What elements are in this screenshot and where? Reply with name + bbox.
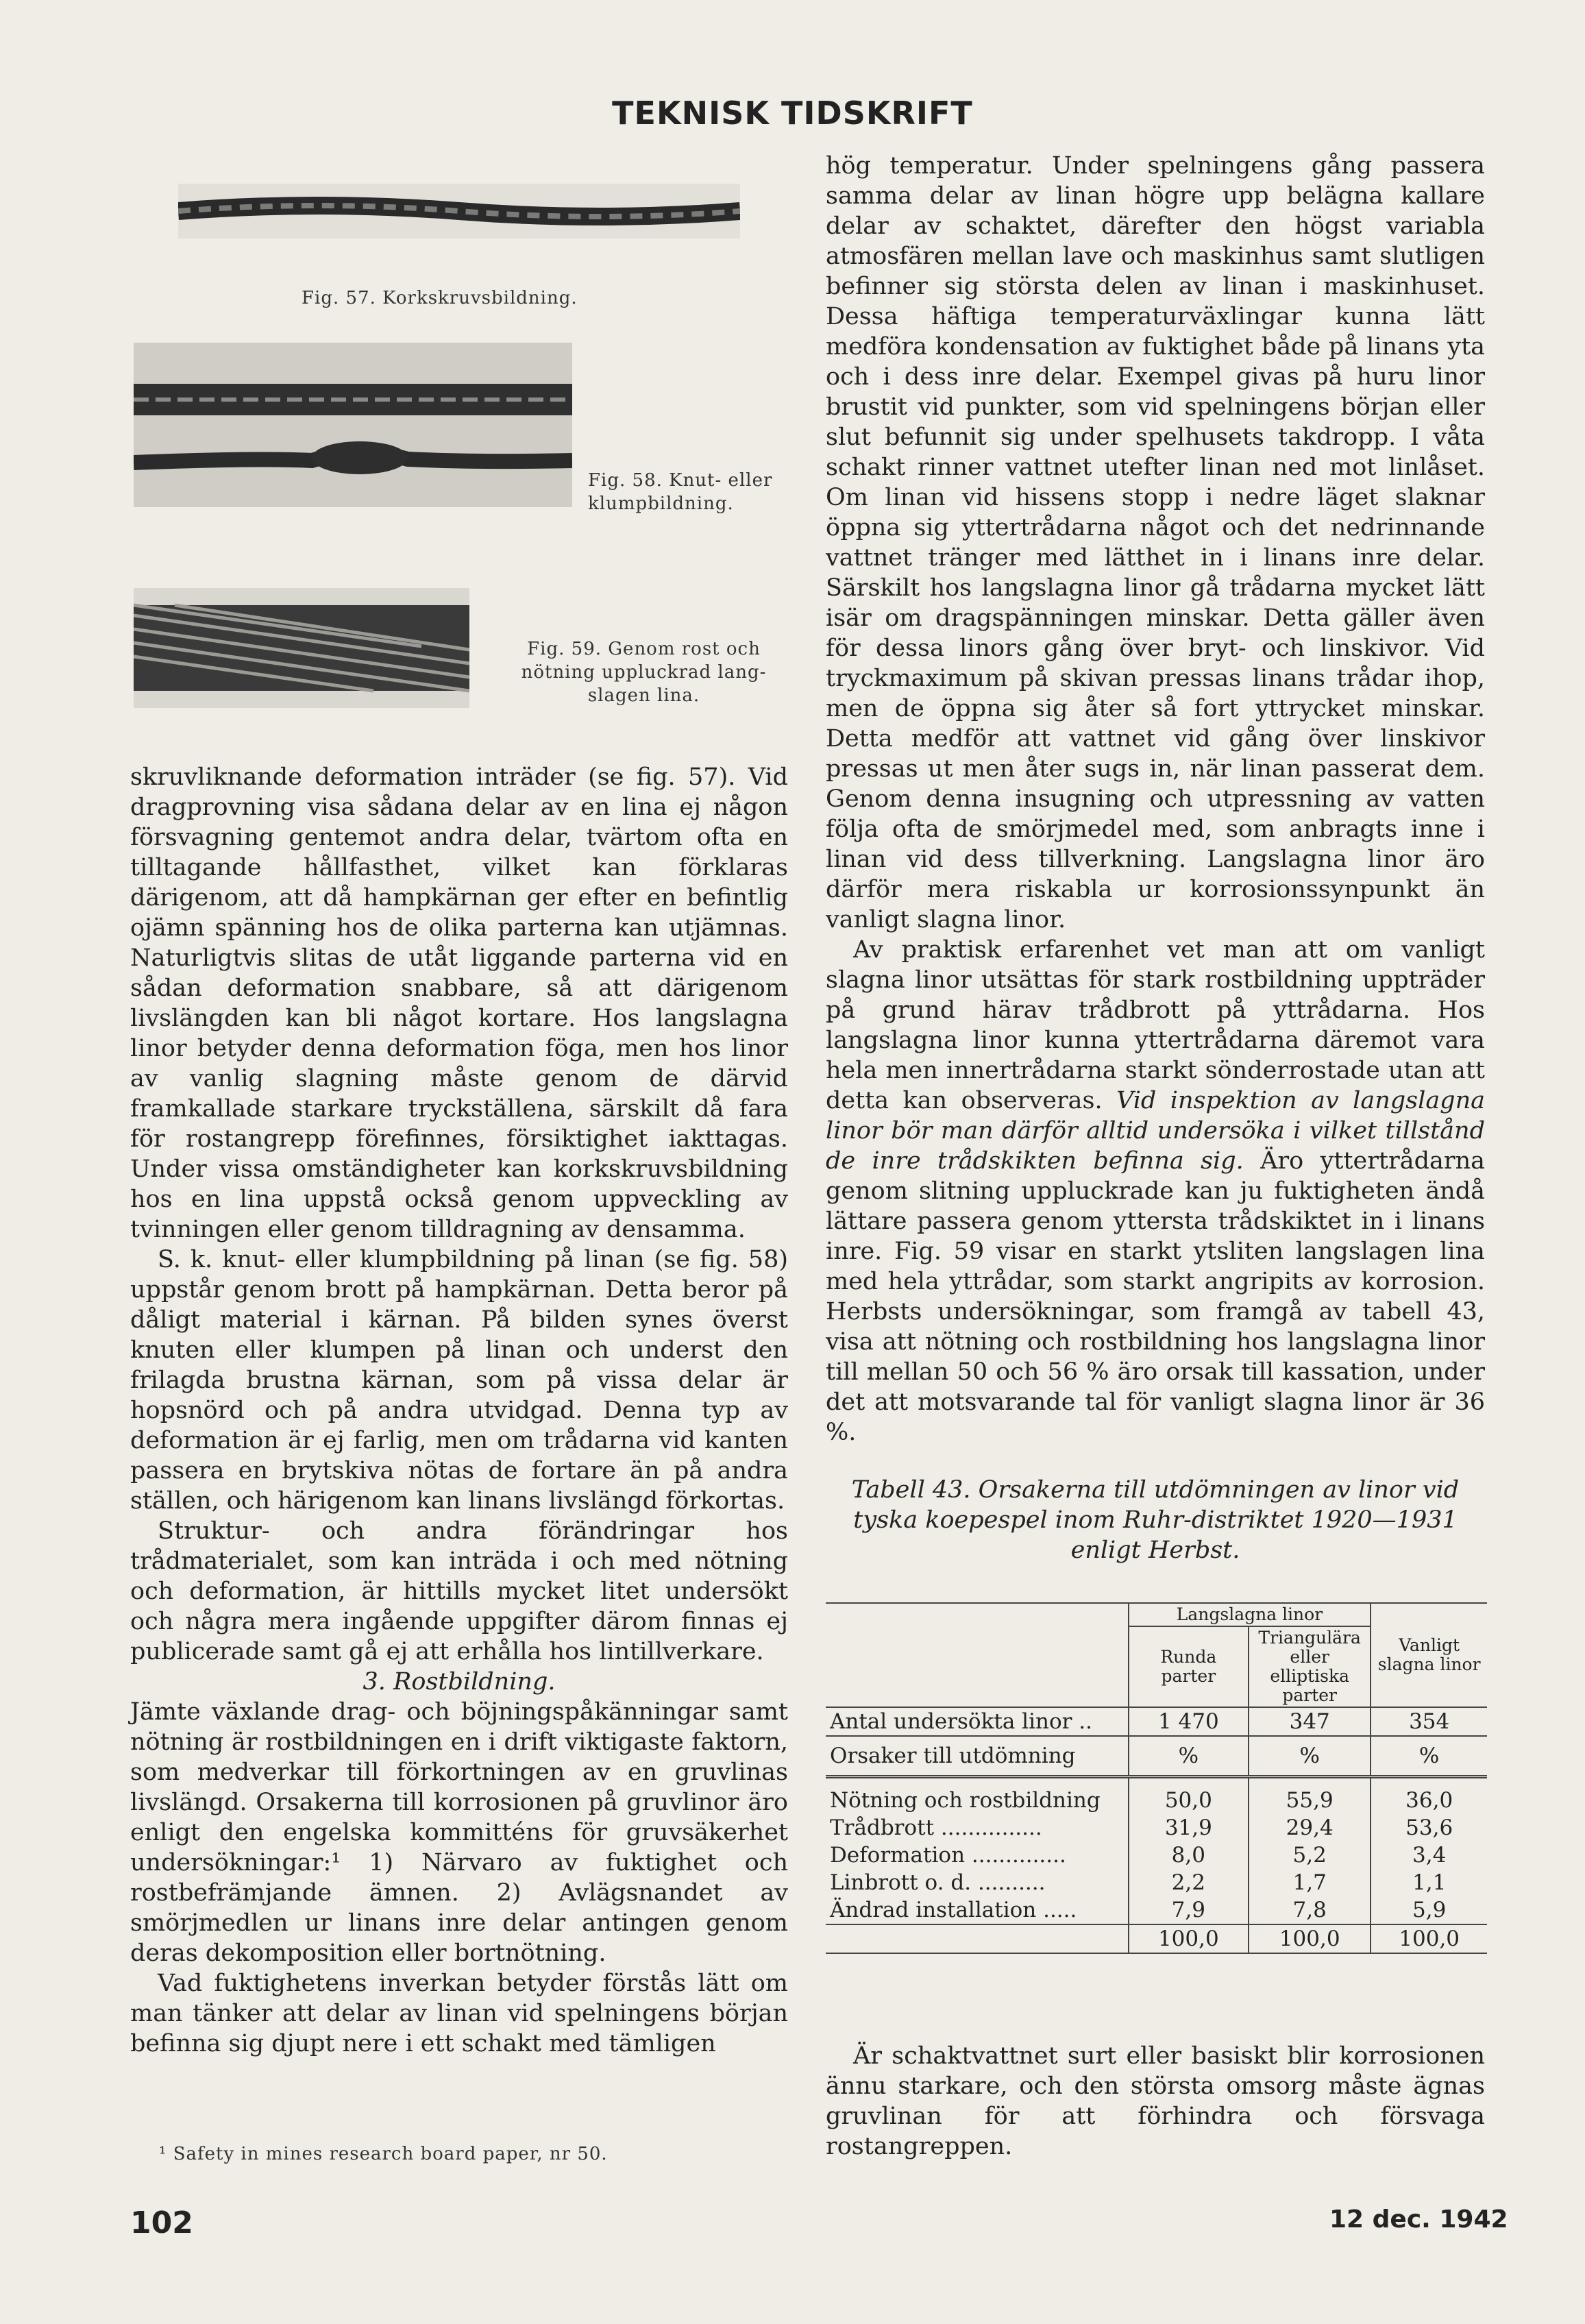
paragraph: hög temperatur. Under spelningens gång passera samma delar av linan högre upp belägna kallare delar av schaktet, därefter den högst variabla atmosfären mellan lave och maskinhus samt slutligen befinner sig största delen av linan i maskinhuset. Dessa häftiga temperaturväxlingar kunna lätt medföra kondensation av fuktighet både på linans yta och i dess inre delar. Exempel givas på huru linor brustit vid punkter, som vid spelningens början eller slut befunnit sig under spelhusets takdropp. I våta schakt rinner vattnet utefter linan ned mot linlåset. Om linan vid hissens stopp i nedre läget slaknar öppna sig yttertrådarna något och det nedrinnande vattnet tränger med lätthet in i linans inre delar. Särskilt hos langslagna linor gå trådarna mycket lätt isär om dragspänningen minskar. Detta gäller även för dessa linors gång över bryt- och linskivor. Vid tryckmaximum på skivan pressas linans trådar ihop, men de öppna sig åter så fort yttrycket minskar. Detta medför att vattnet vid gång över linskivor pressas ut men åter sugs in, när linan passerat dem. Genom denna insugning och utpressning av vatten följa ofta de smörjmedel med, som anbragts inne i linan vid dess tillverkning. Langslagna linor äro därför mera riskabla ur korrosionssynpunkt än vanligt slagna linor. — [826, 152, 1485, 933]
table-cell: 1,1 — [1371, 1869, 1487, 1896]
table-group-header: Langslagna linor — [1129, 1603, 1371, 1626]
figure-57-caption: Fig. 57. Korkskruvsbildning. — [302, 288, 578, 308]
paragraph: Vad fuktighetens inverkan betyder förstås lätt om man tänker att delar av linan vid spelningens början befinna sig djupt nere i ett schakt med tämligen — [130, 1970, 788, 2057]
table-cell: 29,4 — [1249, 1814, 1371, 1842]
rope-image — [178, 184, 740, 238]
table-cell: 100,0 — [1371, 1924, 1487, 1953]
table-cell: 55,9 — [1249, 1777, 1371, 1815]
table-cell: 7,9 — [1129, 1896, 1249, 1924]
text-span: Av praktisk erfarenhet vet man att om vanligt slagna linor utsättas för stark rostbildning uppträder på grund härav trådbrott på yttrådarna. Hos langslagna linor kunna yttertrådarna däremot vara hela men innertrådarna starkt sönderrostade utan att detta kan observeras. — [826, 936, 1485, 1114]
table-cell: 36,0 — [1371, 1777, 1487, 1815]
table-cell: 100,0 — [1129, 1924, 1249, 1953]
journal-title: TEKNISK TIDSKRIFT — [612, 95, 973, 132]
table-row-label: Trådbrott ............... — [830, 1815, 1042, 1840]
corroded-rope-image — [134, 588, 469, 708]
table-row-label — [826, 1924, 1129, 1953]
table-cell: 5,2 — [1249, 1842, 1371, 1869]
table-row-label: Antal undersökta linor .. — [830, 1709, 1092, 1734]
figure-57-rope-photo — [178, 184, 740, 238]
table-caption: Tabell 43. Orsakerna till utdömningen av linor vid tyska koepespel inom Ruhr-distriktet 1920—1931 enligt Herbst. — [851, 1476, 1460, 1564]
figure-59-caption-line1: Fig. 59. Genom rost och — [527, 639, 761, 659]
table-cell: 354 — [1371, 1707, 1487, 1736]
table-cell: 7,8 — [1249, 1896, 1371, 1924]
table-row-label: Linbrott o. d. .......... — [830, 1870, 1046, 1895]
table-col-header: Runda parter — [1129, 1626, 1249, 1707]
table-row-label: Deformation .............. — [830, 1843, 1066, 1868]
knotted-rope-image — [134, 343, 572, 507]
paragraph: S. k. knut- eller klumpbildning på linan (se fig. 58) uppstår genom brott på hampkärnan. Detta beror på dåligt material i kärnan. På bilden synes överst knuten eller klumpen på linan och underst den frilagda brustna kärnan, som på vissa delar är hopsnörd och på andra utvidgad. Denna typ av deformation är ej farlig, men om trådarna vid kanten passera en brytskiva nötas de fortare än på andra ställen, och härigenom kan linans livslängd förkortas. — [130, 1246, 788, 1515]
figure-58-caption — [588, 469, 772, 515]
section-heading: 3. Rostbildning. — [363, 1668, 556, 1696]
figure-59-rope-photo — [134, 588, 469, 708]
table-cell: 1,7 — [1249, 1869, 1371, 1896]
issue-date: 12 dec. 1942 — [1329, 2205, 1508, 2234]
table-row-label: Ändrad installation ..... — [830, 1898, 1077, 1922]
table-cell: 3,4 — [1371, 1842, 1487, 1869]
table-cell: 50,0 — [1129, 1777, 1249, 1815]
figure-59-caption-line3: slagen lina. — [587, 685, 700, 706]
table-col-header: Vanligt slagna linor — [1371, 1603, 1487, 1707]
table-cell: % — [1129, 1736, 1249, 1777]
table-col-header: Triangulära eller elliptiska parter — [1249, 1626, 1371, 1707]
right-column-bottom — [826, 2041, 1485, 2162]
paragraph: Jämte växlande drag- och böjningspåkänningar samt nötning är rostbildningen en i drift viktigaste faktorn, som medverkar till förkortningen av en gruvlinas livslängd. Orsakerna till korrosionen på gruvlinor äro enligt den engelska kommitténs för gruvsäkerhet undersökningar:¹ 1) Närvaro av fuktighet och rostbefrämjande ämnen. 2) Avlägsnandet av smörjmedlen ur linans inre delar antingen genom deras dekomposition eller bortnötning. — [130, 1698, 788, 1967]
table-cell: 8,0 — [1129, 1842, 1249, 1869]
figure-58-caption-line2: klumpbildning. — [588, 493, 734, 514]
table-cell: 31,9 — [1129, 1814, 1249, 1842]
table-cell: 1 470 — [1129, 1707, 1249, 1736]
right-column — [826, 151, 1485, 1565]
table-cell: 5,9 — [1371, 1896, 1487, 1924]
table-cell: % — [1249, 1736, 1371, 1777]
table-cell: 347 — [1249, 1707, 1371, 1736]
figure-59-caption-line2: nötning uppluckrad lang- — [521, 662, 767, 683]
paragraph: Är schaktvattnet surt eller basiskt blir korrosionen ännu starkare, och den största omsorg måste ägnas gruvlinan för att förhindra och försvaga rostangreppen. — [826, 2042, 1485, 2160]
figure-59-caption — [495, 637, 793, 707]
table-cell: % — [1371, 1736, 1487, 1777]
paragraph — [826, 935, 1485, 1447]
table-row-label: Nötning och rostbildning — [830, 1788, 1101, 1813]
table-header-empty — [826, 1603, 1129, 1707]
table-cell: 2,2 — [1129, 1869, 1249, 1896]
emphasis-text: Vid inspektion av langslagna linor bör man därför alltid undersöka i vilket tillstånd de inre trådskikten befinna sig. — [826, 1087, 1485, 1175]
table-row-label: Orsaker till utdömning — [830, 1744, 1076, 1768]
figure-58-caption-line1: Fig. 58. Knut- eller — [588, 470, 773, 491]
table-cell: 53,6 — [1371, 1814, 1487, 1842]
text-span: Äro yttertrådarna genom slitning uppluckrade kan ju fuktigheten ändå lättare passera genom yttersta trådskiktet in i linans inre. Fig. 59 visar en starkt ytsliten langslagen lina med hela yttrådar, som starkt angripits av korrosion. Herbsts undersökningar, som framgå av tabell 43, visa att nötning och rostbildning hos langslagna linor till mellan 50 och 56 % äro orsak till kassation, under det att motsvarande tal för vanligt slagna linor är 36 %. — [826, 1147, 1486, 1446]
paragraph: skruvliknande deformation inträder (se fig. 57). Vid dragprovning visa sådana delar av en lina ej någon försvagning gentemot andra delar, tvärtom ofta en tilltagande hållfasthet, vilket kan förklaras därigenom, att då hampkärnan ger efter en befintlig ojämn spänning hos de olika parterna kan utjämnas. Naturligtvis slitas de utåt liggande parterna vid en sådan deformation snabbare, så att därigenom livslängden kan bli något kortare. Hos langslagna linor betyder denna deformation föga, men hos linor av vanlig slagning måste genom de därvid framkallade starkare tryckställena, särskilt då fara för rostangrepp förefinnes, försiktighet iakttagas. Under vissa omständigheter kan korkskruvsbildning hos en lina uppstå också genom uppveckling av tvinningen eller genom tilldragning av densamma. — [130, 763, 788, 1243]
footnote: ¹ Safety in mines research board paper, nr 50. — [159, 2144, 608, 2164]
page-number: 102 — [130, 2205, 193, 2240]
figure-58-rope-photo — [134, 343, 572, 507]
paragraph: Struktur- och andra förändringar hos trådmaterialet, som kan inträda i och med nötning och deformation, är hittills mycket litet undersökt och några mera ingående uppgifter därom finnas ej publicerade samt gå ej att erhålla hos lintillverkare. — [130, 1517, 788, 1665]
left-column — [130, 762, 788, 2059]
table-cell: 100,0 — [1249, 1924, 1371, 1953]
table-43 — [826, 1602, 1487, 1954]
